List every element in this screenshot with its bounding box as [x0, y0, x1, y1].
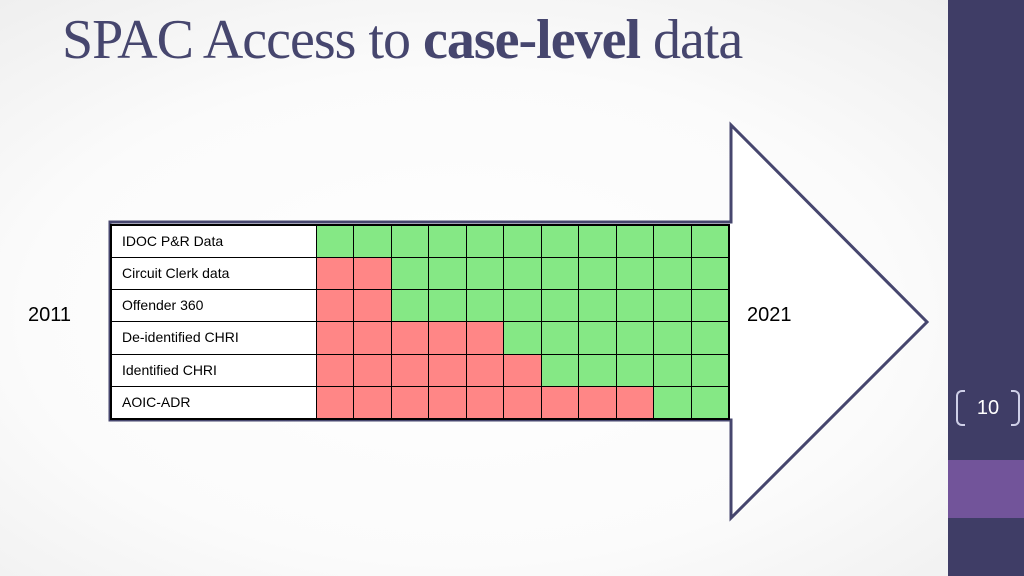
available-cell [504, 258, 540, 289]
available-cell [617, 290, 653, 321]
unavailable-cell [317, 355, 353, 386]
unavailable-cell [617, 387, 653, 418]
available-cell [654, 258, 690, 289]
data-access-grid [110, 224, 730, 420]
unavailable-cell [429, 355, 465, 386]
available-cell [579, 258, 615, 289]
unavailable-cell [317, 290, 353, 321]
available-cell [654, 290, 690, 321]
unavailable-cell [392, 355, 428, 386]
available-cell [467, 226, 503, 257]
unavailable-cell [429, 387, 465, 418]
unavailable-cell [354, 290, 390, 321]
page-number [956, 390, 1020, 426]
unavailable-cell [317, 258, 353, 289]
left-bracket-icon [956, 390, 965, 426]
row-label: Offender 360 [112, 290, 316, 321]
available-cell [692, 226, 728, 257]
available-cell [467, 290, 503, 321]
available-cell [467, 258, 503, 289]
available-cell [504, 290, 540, 321]
available-cell [392, 258, 428, 289]
available-cell [617, 258, 653, 289]
available-cell [392, 226, 428, 257]
sidebar-accent [948, 460, 1024, 518]
unavailable-cell [317, 322, 353, 353]
title-part2: data [640, 9, 743, 71]
available-cell [692, 387, 728, 418]
unavailable-cell [317, 387, 353, 418]
available-cell [542, 258, 578, 289]
available-cell [429, 258, 465, 289]
unavailable-cell [392, 387, 428, 418]
available-cell [654, 355, 690, 386]
unavailable-cell [354, 387, 390, 418]
available-cell [429, 226, 465, 257]
row-label: IDOC P&R Data [112, 226, 316, 257]
available-cell [579, 226, 615, 257]
unavailable-cell [429, 322, 465, 353]
unavailable-cell [579, 387, 615, 418]
available-cell [692, 290, 728, 321]
available-cell [542, 290, 578, 321]
unavailable-cell [504, 387, 540, 418]
available-cell [654, 226, 690, 257]
available-cell [317, 226, 353, 257]
unavailable-cell [354, 258, 390, 289]
available-cell [504, 226, 540, 257]
title-part1: SPAC Access to [62, 9, 424, 71]
right-bracket-icon [1011, 390, 1020, 426]
available-cell [542, 322, 578, 353]
start-year-label: 2011 [28, 304, 72, 326]
unavailable-cell [467, 322, 503, 353]
available-cell [692, 258, 728, 289]
unavailable-cell [467, 387, 503, 418]
unavailable-cell [504, 355, 540, 386]
available-cell [392, 290, 428, 321]
available-cell [542, 226, 578, 257]
page-number-text: 10 [976, 396, 1000, 419]
available-cell [579, 322, 615, 353]
row-label: AOIC-ADR [112, 387, 316, 418]
unavailable-cell [467, 355, 503, 386]
unavailable-cell [354, 355, 390, 386]
unavailable-cell [392, 322, 428, 353]
row-label: Circuit Clerk data [112, 258, 316, 289]
available-cell [654, 322, 690, 353]
unavailable-cell [354, 322, 390, 353]
available-cell [692, 322, 728, 353]
available-cell [579, 290, 615, 321]
sidebar [948, 0, 1024, 576]
title-emphasis: case-level [423, 9, 640, 71]
row-label: Identified CHRI [112, 355, 316, 386]
available-cell [617, 322, 653, 353]
available-cell [354, 226, 390, 257]
available-cell [617, 226, 653, 257]
unavailable-cell [542, 387, 578, 418]
available-cell [654, 387, 690, 418]
row-label: De-identified CHRI [112, 322, 316, 353]
available-cell [692, 355, 728, 386]
available-cell [504, 322, 540, 353]
available-cell [429, 290, 465, 321]
available-cell [542, 355, 578, 386]
end-year-label: 2021 [747, 304, 792, 326]
available-cell [617, 355, 653, 386]
available-cell [579, 355, 615, 386]
